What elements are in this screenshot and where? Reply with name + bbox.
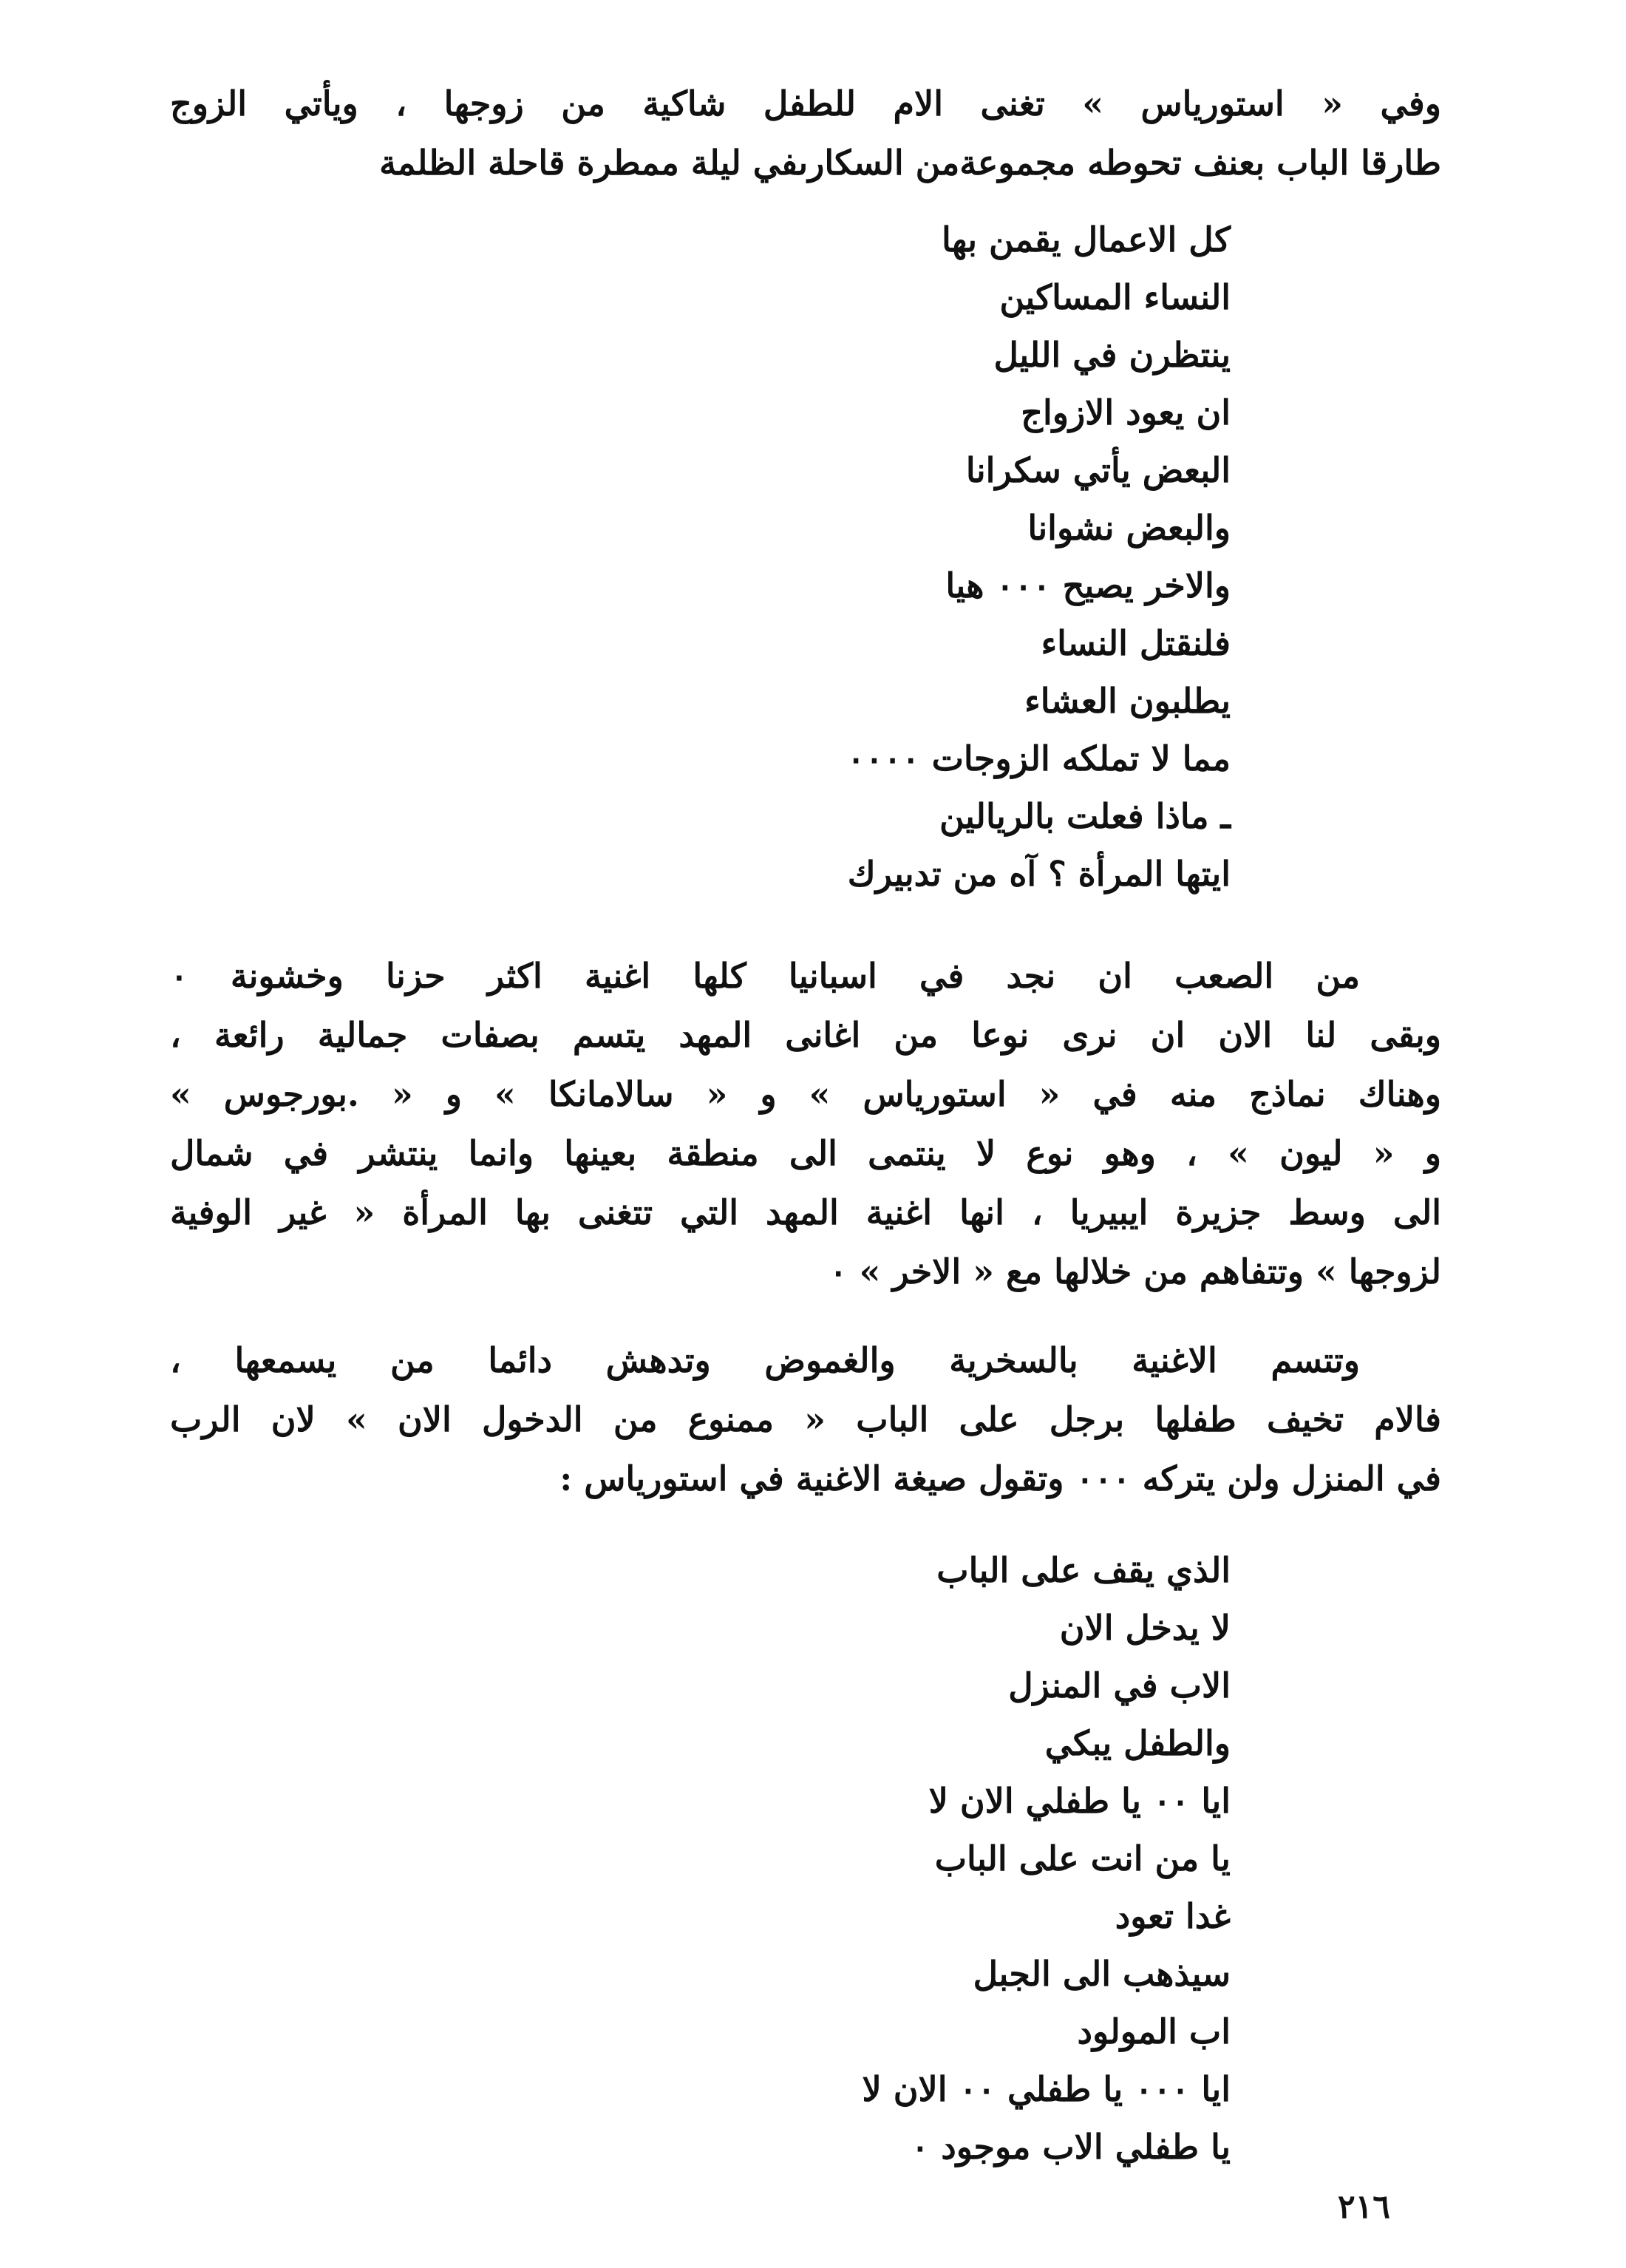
paragraph-line: من الصعب ان نجد في اسبانيا كلها اغنية اكثر حزنا وخشونة ٠ bbox=[170, 956, 1360, 996]
poem-verse: البعض يأتي سكرانا bbox=[965, 450, 1231, 490]
paragraph-line: و « ليون » ، وهو نوع لا ينتمى الى منطقة بعينها وانما ينتشر في شمال bbox=[170, 1133, 1441, 1173]
paragraph-line: فالام تخيف طفلها برجل على الباب « ممنوع من الدخول الان » لان الرب bbox=[170, 1399, 1441, 1439]
poem-verse: ان يعود الازواج bbox=[1021, 393, 1231, 432]
paragraph-line: وتتسم الاغنية بالسخرية والغموض وتدهش دائما من يسمعها ، bbox=[170, 1340, 1360, 1380]
poem-verse: يطلبون العشاء bbox=[1024, 681, 1231, 721]
paragraph-line: الى وسط جزيرة ايبيريا ، انها اغنية المهد التي تتغنى بها المرأة « غير الوفية bbox=[170, 1192, 1441, 1232]
paragraph-line: لزوجها » وتتفاهم من خلالها مع « الاخر » ٠ bbox=[829, 1252, 1441, 1291]
poem-verse: لا يدخل الان bbox=[1059, 1608, 1231, 1648]
poem-verse: غدا تعود bbox=[1115, 1896, 1231, 1936]
paragraph-line: وبقى لنا الان ان نرى نوعا من اغانى المهد يتسم بصفات جمالية رائعة ، bbox=[170, 1015, 1441, 1055]
poem-verse: مما لا تملكه الزوجات ٠٠٠٠ bbox=[846, 739, 1231, 778]
poem-verse: ايا ٠٠٠ يا طفلي ٠٠ الان لا bbox=[862, 2069, 1231, 2109]
poem-verse: يا طفلي الاب موجود ٠ bbox=[911, 2127, 1231, 2167]
intro-line: وفي « استورياس » تغنى الام للطفل شاكية من زوجها ، ويأتي الزوج bbox=[170, 84, 1441, 123]
poem-verse: الاب في المنزل bbox=[1008, 1666, 1231, 1705]
poem-verse: ينتظرن في الليل bbox=[993, 335, 1231, 375]
book-page bbox=[170, 74, 1441, 2218]
paragraph-line: في المنزل ولن يتركه ٠٠٠ وتقول صيغة الاغنية في استورياس : bbox=[559, 1459, 1441, 1498]
poem-verse: يا من انت على الباب bbox=[934, 1838, 1231, 1878]
poem-verse: ايتها المرأة ؟ آه من تدبيرك bbox=[847, 854, 1231, 894]
intro-line: طارقا الباب بعنف تحوطه مجموعةمن السكارىفي ليلة ممطرة قاحلة الظلمة bbox=[379, 143, 1441, 183]
poem-verse: والاخر يصيح ٠٠٠ هيا bbox=[945, 566, 1231, 605]
paragraph-line: وهناك نماذج منه في « استورياس » و « سالامانكا » و « .بورجوس » bbox=[170, 1074, 1441, 1114]
poem-verse: فلنقتل النساء bbox=[1041, 623, 1231, 663]
poem-block-one bbox=[565, 211, 1231, 903]
body-paragraph-one bbox=[170, 946, 1441, 1301]
poem-verse: الذي يقف على الباب bbox=[936, 1550, 1231, 1590]
page-number: ٢١٦ bbox=[1338, 2188, 1390, 2226]
poem-verse: النساء المساكين bbox=[999, 277, 1231, 317]
poem-verse: كل الاعمال يقمن بها bbox=[942, 220, 1231, 259]
poem-block-two bbox=[565, 1541, 1231, 2176]
poem-verse: ـ ماذا فعلت بالريالين bbox=[939, 796, 1231, 836]
poem-verse: سيذهب الى الجبل bbox=[973, 1954, 1231, 1994]
poem-verse: اب المولود bbox=[1077, 2011, 1231, 2051]
intro-paragraph bbox=[170, 74, 1441, 192]
poem-verse: والطفل يبكي bbox=[1044, 1723, 1231, 1763]
poem-verse: والبعض نشوانا bbox=[1027, 508, 1231, 548]
body-paragraph-two bbox=[170, 1331, 1441, 1508]
poem-verse: ايا ٠٠ يا طفلي الان لا bbox=[928, 1781, 1231, 1821]
